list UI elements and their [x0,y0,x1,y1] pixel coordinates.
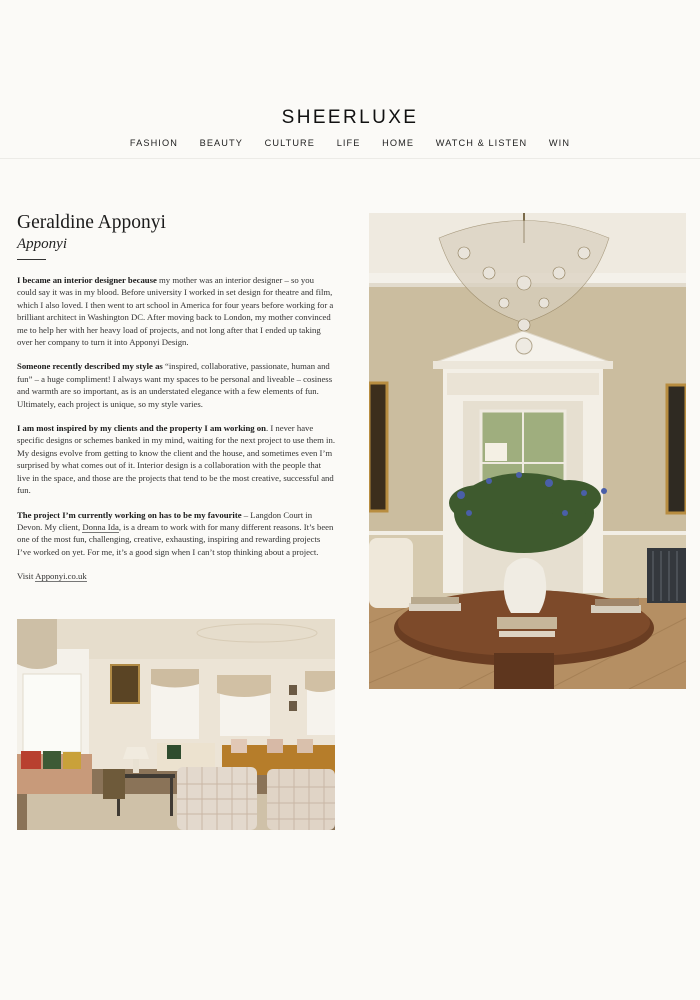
main-nav [0,138,700,148]
living-room-illustration [17,619,335,830]
nav-item-watch-listen[interactable]: WATCH & LISTEN [435,138,528,148]
visit-line [17,570,335,582]
nav-item-culture[interactable]: CULTURE [264,138,316,148]
nav-item-win[interactable]: WIN [548,138,571,148]
hallway-photo [369,213,686,689]
website-link[interactable]: Apponyi.co.uk [35,571,87,582]
article-column [17,212,335,595]
paragraph-2-lead: Someone recently described my style as [17,361,163,372]
visit-prefix: Visit [17,571,36,582]
paragraph-3-lead: I am most inspired by my clients and the property I am working on [17,423,266,434]
designer-signature: Apponyi [17,236,67,252]
site-header [0,0,700,159]
paragraph-2 [17,360,335,410]
paragraph-1 [17,274,335,348]
site-logo[interactable]: SHEERLUXE [281,107,419,128]
title-divider [17,259,46,260]
hallway-illustration [369,213,686,689]
nav-item-beauty[interactable]: BEAUTY [199,138,243,148]
nav-item-life[interactable]: LIFE [336,138,361,148]
nav-item-fashion[interactable]: FASHION [129,138,178,148]
living-room-photo [17,619,335,830]
paragraph-3 [17,422,335,496]
paragraph-2-text: “inspired, collaborative, passionate, human and fun” – a huge compliment! I always want my spaces to be personal and liveable – cosiness and warmth are so important, as is an understated elegance with a few elements of fun. Ultimately, each project is unique, so my style varies. [17,361,333,409]
designer-name: Geraldine Apponyi [17,212,166,233]
paragraph-1-lead: I became an interior designer because [17,275,157,285]
article-body [17,274,335,583]
paragraph-4 [17,509,335,559]
nav-item-home[interactable]: HOME [382,138,415,148]
paragraph-4-lead: The project I’m currently working on has to be my favourite [17,509,242,520]
paragraph-3-text: . I never have specific designs or schemes banked in my mind, waiting for the next project to use them in. My designs evolve from getting to know the client and the house, and sometimes even I’m surprised by what comes out of it. Interior design is a collaboration with the people that live in the space, and those are the projects that tend to be the most creative, successful and fun. [17,423,335,496]
paragraph-4-pre: – Langdon Court in Devon. My client, [17,509,313,532]
paragraph-4-post: , is a dream to work with for many different reasons. It’s been one of the most fun, challenging, creative, exhausting, inspiring and rewarding projects I’ve worked on yet. For me, it’s a good sign when I can’t stop thinking about a project. [17,521,334,557]
paragraph-1-text: my mother was an interior designer – so you could say it was in my blood. Before university I worked in set design for theatre and film, which I also loved. I then went to art school in America for four years before working for a brilliant architect in Washington DC. After moving back to London, my mother convinced me to help her with her heavy load of projects, and not long after that I ended up taking over her company to turn it into Apponyi Design. [17,275,334,348]
client-link[interactable]: Donna Ida [82,521,119,532]
